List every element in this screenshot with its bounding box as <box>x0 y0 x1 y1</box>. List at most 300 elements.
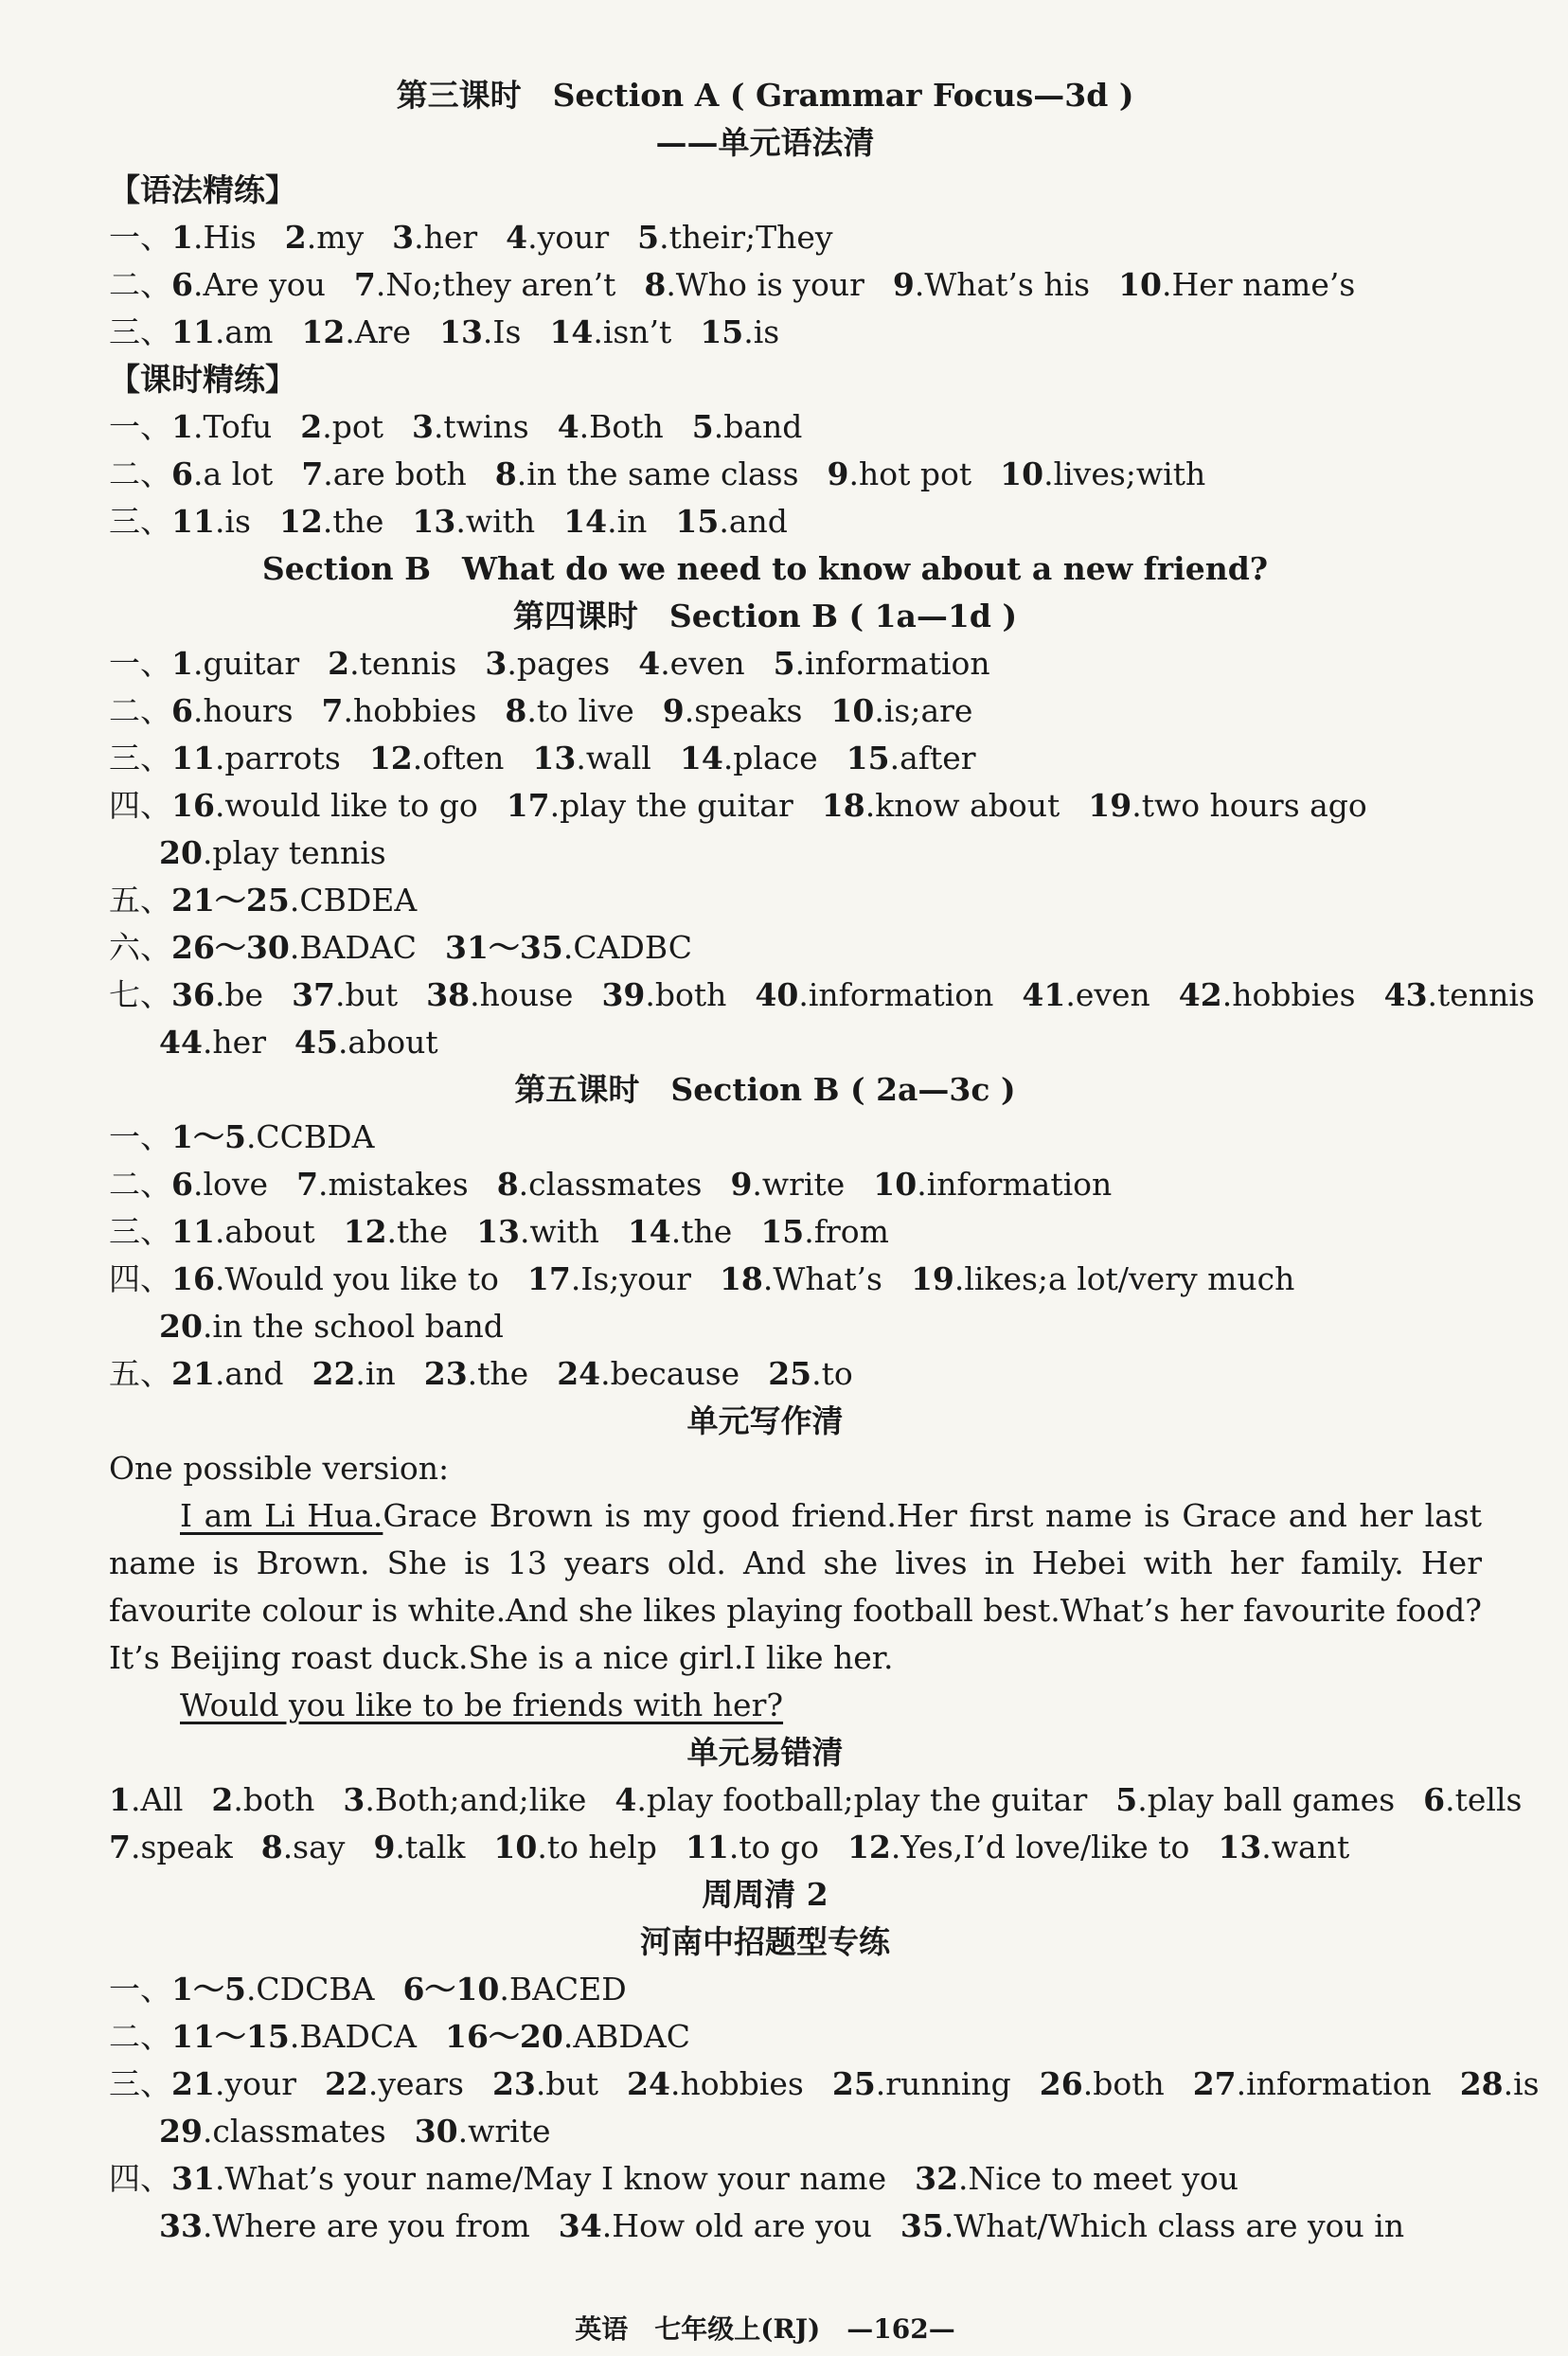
answer-row <box>109 640 1483 687</box>
answer-text: .information <box>917 1166 1113 1203</box>
answer-item <box>171 2065 296 2102</box>
answer-item <box>109 1781 183 1818</box>
answer-row <box>109 782 1483 830</box>
answer-item <box>558 408 664 445</box>
answer-item <box>445 2018 690 2055</box>
answer-text: .because <box>600 1355 740 1392</box>
question-number: 3 <box>392 219 415 256</box>
answer-text: .All <box>130 1781 184 1818</box>
answer-item <box>171 645 299 682</box>
answer-row <box>109 2013 1483 2061</box>
question-group-prefix: 三、 <box>109 740 171 776</box>
question-number: 21～25 <box>171 882 290 919</box>
answer-text: .pages <box>507 645 611 682</box>
answer-item <box>497 1166 703 1203</box>
answer-item <box>301 313 411 350</box>
question-number: 3 <box>343 1781 365 1818</box>
answer-text: .Who is your <box>666 266 864 303</box>
answer-item <box>830 692 972 729</box>
answer-item <box>292 976 398 1013</box>
answer-text: .Is;your <box>570 1260 691 1297</box>
question-number: 29 <box>159 2113 203 2150</box>
writing-title: 单元写作清 <box>686 1402 844 1439</box>
question-number: 14 <box>549 313 594 350</box>
answer-item <box>680 740 818 776</box>
question-number: 13 <box>1218 1829 1262 1865</box>
question-number: 11 <box>171 503 215 540</box>
answer-item <box>760 1213 889 1250</box>
answer-item <box>328 645 456 682</box>
answer-item <box>720 1260 882 1297</box>
answer-text: .in the school band <box>202 1308 504 1345</box>
answer-text: .pot <box>322 408 383 445</box>
question-number: 9 <box>730 1166 753 1203</box>
answer-item <box>1088 787 1367 824</box>
answer-text: .speak <box>130 1829 233 1865</box>
question-number: 15 <box>700 313 744 350</box>
grammar-practice-heading: 【语法精练】 <box>109 171 296 208</box>
answer-text: .even <box>1065 976 1150 1013</box>
question-number: 7 <box>296 1166 319 1203</box>
question-number: 8 <box>260 1829 283 1865</box>
answer-text: .Where are you from <box>202 2207 530 2244</box>
answer-row <box>109 735 1483 782</box>
weekly-title: 周周清 2 <box>702 1876 829 1913</box>
answer-item <box>675 503 787 540</box>
answer-item <box>159 1308 504 1345</box>
answer-item <box>1218 1829 1349 1865</box>
answer-text: .both <box>233 1781 315 1818</box>
question-number: 6 <box>1423 1781 1446 1818</box>
answer-text: .BADCA <box>289 2018 417 2055</box>
answer-item <box>485 645 610 682</box>
answer-text: .two hours ago <box>1131 787 1367 824</box>
question-number: 19 <box>1088 787 1132 824</box>
answer-text: .in <box>607 503 648 540</box>
question-number: 15 <box>675 503 720 540</box>
answer-item <box>686 1829 819 1865</box>
question-group-prefix: 一、 <box>109 1118 171 1155</box>
answer-text: .both <box>1082 2065 1165 2102</box>
answer-item <box>171 2160 886 2197</box>
question-group-prefix: 三、 <box>109 503 171 540</box>
answer-text: .both <box>645 976 727 1013</box>
answer-text: .Would you like to <box>214 1260 499 1297</box>
answer-item <box>159 2113 386 2150</box>
answer-item <box>373 1829 465 1865</box>
question-number: 16 <box>171 1260 215 1297</box>
question-number: 26～30 <box>171 929 290 966</box>
answer-item <box>301 455 466 492</box>
question-number: 41 <box>1022 976 1066 1013</box>
question-number: 40 <box>755 976 799 1013</box>
answer-item <box>1022 976 1149 1013</box>
writing-paragraph <box>109 1492 1482 1682</box>
answer-text: .BACED <box>499 1971 627 2008</box>
question-number: 19 <box>910 1260 954 1297</box>
answer-text: .is <box>1503 2065 1540 2102</box>
question-number: 44 <box>159 1024 203 1061</box>
page-footer: 英语 七年级上(RJ) —162— <box>575 2313 955 2345</box>
answer-item <box>1460 2065 1540 2102</box>
answer-item <box>159 834 386 871</box>
question-number: 20 <box>159 1308 203 1345</box>
answer-item <box>637 219 832 256</box>
question-number: 12 <box>368 740 413 776</box>
answer-item <box>211 1781 314 1818</box>
answer-text: .play ball games <box>1137 1781 1396 1818</box>
answer-text: .her <box>202 1024 266 1061</box>
question-number: 4 <box>615 1781 637 1818</box>
answer-text: .tennis <box>1427 976 1535 1013</box>
answer-text: .are both <box>323 455 467 492</box>
answer-item <box>774 645 990 682</box>
answer-item <box>312 1355 395 1392</box>
answer-text: .isn’t <box>593 313 672 350</box>
answer-item <box>476 1213 599 1250</box>
answer-item <box>492 2065 598 2102</box>
answer-item <box>300 408 383 445</box>
question-number: 12 <box>278 503 323 540</box>
question-number: 21 <box>171 2065 215 2102</box>
answer-text: .place <box>722 740 818 776</box>
answer-text: .information <box>798 976 994 1013</box>
question-number: 14 <box>627 1213 671 1250</box>
lesson5-title: 第五课时 Section B ( 2a—3c ) <box>514 1071 1016 1108</box>
answer-text: .my <box>306 219 365 256</box>
answer-text: .Yes,I’d love/like to <box>890 1829 1190 1865</box>
answer-item <box>354 266 615 303</box>
lesson4-title: 第四课时 Section B ( 1a—1d ) <box>512 598 1018 634</box>
answer-row <box>109 877 1483 924</box>
question-number: 7 <box>109 1829 131 1865</box>
question-number: 22 <box>324 2065 368 2102</box>
answer-item <box>557 1355 739 1392</box>
answer-row <box>109 1114 1483 1161</box>
question-number: 16 <box>171 787 215 824</box>
answer-item <box>822 787 1060 824</box>
answer-item <box>615 1781 1087 1818</box>
answer-text: .likes;a lot/very much <box>953 1260 1295 1297</box>
answer-text: .play football;play the guitar <box>636 1781 1088 1818</box>
answer-item <box>900 2207 1404 2244</box>
answer-text: .write <box>752 1166 846 1203</box>
answer-item <box>369 740 505 776</box>
writing-underlined-opening: I am Li Hua. <box>180 1497 383 1534</box>
answer-item <box>527 1260 691 1297</box>
answer-text: .No;they aren’t <box>375 266 616 303</box>
question-number: 14 <box>563 503 608 540</box>
answer-text: .Nice to meet you <box>958 2160 1238 2197</box>
answer-item <box>415 2113 551 2150</box>
question-group-prefix: 二、 <box>109 692 171 729</box>
answer-text: .play tennis <box>202 834 386 871</box>
answer-item <box>1040 2065 1165 2102</box>
answer-row <box>109 403 1483 451</box>
question-number: 2 <box>300 408 323 445</box>
answer-row <box>109 2061 1540 2108</box>
answer-row <box>159 830 1483 877</box>
question-number: 2 <box>328 645 350 682</box>
question-number: 7 <box>353 266 376 303</box>
answer-item <box>344 1213 448 1250</box>
question-number: 31～35 <box>444 929 563 966</box>
question-number: 37 <box>292 976 336 1013</box>
question-group-prefix: 二、 <box>109 266 171 303</box>
question-group-prefix: 三、 <box>109 313 171 350</box>
question-number: 1 <box>171 408 193 445</box>
answer-item <box>532 740 650 776</box>
answer-item <box>109 1829 233 1865</box>
question-number: 15 <box>846 740 890 776</box>
answer-item <box>846 740 976 776</box>
answer-text: .is <box>743 313 780 350</box>
answer-text: .How old are you <box>601 2207 872 2244</box>
question-group-prefix: 五、 <box>109 882 171 919</box>
answer-item <box>828 455 972 492</box>
answer-item <box>601 976 726 1013</box>
answer-item <box>692 408 803 445</box>
question-number: 10 <box>493 1829 538 1865</box>
answer-text: .hobbies <box>343 692 477 729</box>
answer-text: .your <box>214 2065 296 2102</box>
question-number: 13 <box>412 503 456 540</box>
answer-text: .CDCBA <box>245 1971 375 2008</box>
answer-text: .Her name’s <box>1162 266 1356 303</box>
question-number: 26 <box>1039 2065 1083 2102</box>
question-number: 9 <box>827 455 849 492</box>
answer-item <box>563 503 647 540</box>
question-group-prefix: 一、 <box>109 219 171 256</box>
answer-text: .even <box>660 645 745 682</box>
question-number: 30 <box>414 2113 458 2150</box>
answer-item <box>506 219 609 256</box>
answer-text: .Are <box>345 313 411 350</box>
answer-row <box>109 1776 1523 1824</box>
question-group-prefix: 四、 <box>109 1260 171 1297</box>
answer-text: .know about <box>864 787 1060 824</box>
question-number: 6 <box>171 266 193 303</box>
answer-row <box>109 687 1483 735</box>
answer-item <box>171 976 263 1013</box>
answer-text: .information <box>794 645 990 682</box>
question-number: 45 <box>294 1024 338 1061</box>
answer-item <box>1115 1781 1395 1818</box>
question-number: 33 <box>159 2207 203 2244</box>
question-number: 43 <box>1383 976 1428 1013</box>
question-number: 22 <box>312 1355 356 1392</box>
question-number: 32 <box>915 2160 959 2197</box>
answer-text: .running <box>875 2065 1011 2102</box>
answer-item <box>915 2160 1238 2197</box>
question-number: 6～10 <box>402 1971 500 2008</box>
answer-item <box>559 2207 872 2244</box>
answer-item <box>171 1971 374 2008</box>
answer-row <box>109 214 1483 261</box>
answer-item <box>412 503 535 540</box>
answer-item <box>171 219 257 256</box>
answer-text: .be <box>214 976 264 1013</box>
question-number: 10 <box>1118 266 1163 303</box>
question-number: 21 <box>171 1355 215 1392</box>
answer-item <box>644 266 864 303</box>
answer-item <box>171 455 273 492</box>
writing-closing-text: Would you like to be friends with her? <box>180 1687 784 1723</box>
question-number: 1 <box>171 219 193 256</box>
answer-text: .speaks <box>684 692 803 729</box>
answer-item <box>171 882 417 919</box>
answer-item <box>392 219 477 256</box>
answer-text: .the <box>670 1213 733 1250</box>
answer-text: .her <box>414 219 478 256</box>
question-number: 8 <box>494 455 517 492</box>
question-number: 36 <box>171 976 215 1013</box>
answer-row <box>109 309 1483 356</box>
answer-item <box>507 787 793 824</box>
question-number: 1～5 <box>171 1118 246 1155</box>
question-number: 10 <box>1000 455 1044 492</box>
answer-text: .but <box>535 2065 599 2102</box>
answer-item <box>412 408 529 445</box>
answer-text: .Are you <box>192 266 326 303</box>
answer-item <box>159 2207 530 2244</box>
answer-item <box>285 219 364 256</box>
answer-text: .say <box>282 1829 346 1865</box>
answer-text: .from <box>804 1213 889 1250</box>
question-number: 18 <box>821 787 865 824</box>
question-number: 5 <box>1115 1781 1138 1818</box>
question-number: 12 <box>846 1829 891 1865</box>
answer-text: .His <box>192 219 257 256</box>
answer-text: .twins <box>433 408 529 445</box>
answer-item <box>663 692 803 729</box>
answer-row <box>109 972 1535 1019</box>
question-number: 11 <box>171 313 215 350</box>
answer-item <box>1000 455 1205 492</box>
answer-text: .guitar <box>192 645 300 682</box>
answer-item <box>439 313 521 350</box>
answer-item <box>426 976 573 1013</box>
question-number: 8 <box>644 266 667 303</box>
answer-text: .but <box>335 976 399 1013</box>
question-number: 31 <box>171 2160 215 2197</box>
answer-text: .CBDEA <box>289 882 418 919</box>
answer-text: .in the same class <box>516 455 799 492</box>
question-number: 34 <box>558 2207 602 2244</box>
answer-row <box>109 1350 1483 1398</box>
answer-text: .classmates <box>202 2113 386 2150</box>
answer-row <box>109 1824 1483 1871</box>
answer-text: .band <box>713 408 803 445</box>
answer-item <box>171 929 417 966</box>
question-group-prefix: 二、 <box>109 455 171 492</box>
question-number: 17 <box>506 787 550 824</box>
answer-text: .What’s his <box>914 266 1091 303</box>
question-group-prefix: 七、 <box>109 976 171 1013</box>
answer-text: .ABDAC <box>562 2018 690 2055</box>
answer-text: .to <box>811 1355 853 1392</box>
question-number: 6 <box>171 692 193 729</box>
question-number: 5 <box>691 408 714 445</box>
answer-item <box>730 1166 845 1203</box>
answer-row <box>109 924 1483 972</box>
question-number: 11 <box>171 1213 215 1250</box>
answer-text: .in <box>355 1355 396 1392</box>
answer-item <box>638 645 744 682</box>
answer-text: .to go <box>728 1829 819 1865</box>
question-group-prefix: 五、 <box>109 1355 171 1392</box>
answer-text: .CADBC <box>562 929 692 966</box>
answer-item <box>171 740 341 776</box>
answer-row <box>159 2108 1483 2155</box>
answer-text: .with <box>520 1213 599 1250</box>
question-group-prefix: 二、 <box>109 1166 171 1203</box>
answer-item <box>873 1166 1112 1203</box>
question-number: 2 <box>211 1781 234 1818</box>
answer-item <box>171 313 273 350</box>
writing-closing <box>180 1682 1483 1729</box>
question-number: 4 <box>506 219 528 256</box>
answer-item <box>627 2065 804 2102</box>
question-group-prefix: 二、 <box>109 2018 171 2055</box>
lesson3-subtitle: ——单元语法清 <box>655 124 875 161</box>
answer-item <box>159 1024 266 1061</box>
question-number: 10 <box>873 1166 918 1203</box>
question-number: 6 <box>171 455 193 492</box>
answer-text: .the <box>322 503 384 540</box>
question-group-prefix: 四、 <box>109 787 171 824</box>
answer-text: .parrots <box>214 740 341 776</box>
answer-text: .with <box>455 503 536 540</box>
answer-text: .am <box>214 313 274 350</box>
answer-item <box>171 1260 499 1297</box>
question-number: 13 <box>438 313 483 350</box>
question-number: 9 <box>892 266 915 303</box>
question-number: 13 <box>476 1213 521 1250</box>
question-number: 9 <box>662 692 685 729</box>
answer-text: .their;They <box>659 219 833 256</box>
answer-item <box>171 692 294 729</box>
answer-item <box>171 1166 268 1203</box>
answer-row <box>159 2203 1483 2250</box>
answer-text: .about <box>214 1213 315 1250</box>
answer-item <box>171 1355 283 1392</box>
answer-text: .talk <box>395 1829 466 1865</box>
answer-item <box>628 1213 732 1250</box>
question-number: 13 <box>532 740 577 776</box>
answer-row <box>109 451 1483 498</box>
answer-text: .wall <box>576 740 651 776</box>
answer-item <box>171 1213 315 1250</box>
question-number: 27 <box>1192 2065 1237 2102</box>
answer-text: .and <box>214 1355 284 1392</box>
question-group-prefix: 六、 <box>109 929 171 966</box>
answer-item <box>495 455 799 492</box>
answer-text: .classmates <box>518 1166 703 1203</box>
question-number: 12 <box>343 1213 387 1250</box>
answer-row <box>109 1256 1483 1303</box>
question-number: 6 <box>171 1166 193 1203</box>
answer-text: .and <box>719 503 788 540</box>
answer-item <box>493 1829 657 1865</box>
question-number: 38 <box>426 976 471 1013</box>
answer-item <box>279 503 383 540</box>
question-number: 12 <box>301 313 346 350</box>
answer-row <box>109 1208 1483 1256</box>
question-number: 3 <box>411 408 434 445</box>
question-number: 25 <box>831 2065 876 2102</box>
question-number: 8 <box>505 692 527 729</box>
